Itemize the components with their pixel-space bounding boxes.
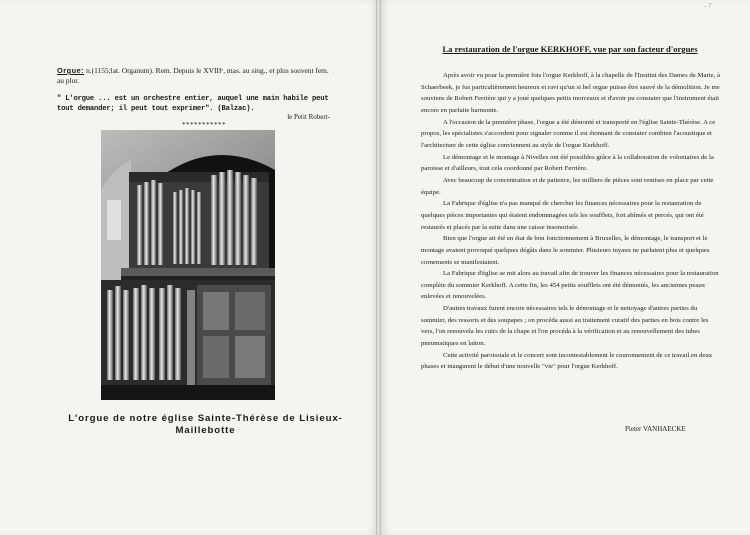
organ-photo (101, 130, 275, 400)
quote-source: le Petit Robert- (287, 113, 330, 121)
article-body (421, 70, 721, 373)
paragraph: A l'occasion de la première phase, l'orgue a été démonté et transporté en l'église Sainte-Thérèse. A ce propos, les spécialistes s'accordent pour signaler comme il est étonnant de constater combien l'acoustique et l'architecture de cette église conviennent au style de l'orgue Kerkhoff. (421, 118, 716, 149)
balzac-quote: " L'orgue ... est un orchestre entier, auquel une main habile peut tout demander; il peut tout exprimer". (Balzac). (57, 95, 329, 113)
separator-stars: *********** (182, 121, 226, 129)
page-corner-mark: - 7 (704, 2, 712, 10)
definition-word: Orgue: (57, 66, 85, 75)
paragraph: La Fabrique d'église se mit alors au travail afin de trouver les finances nécessaires pour la restauration complète du sommier Kerkhoff. A cette fin, les 454 petits soufflets ont été démontés, les anciennes peaux enlevées et renouvelées. (421, 270, 719, 301)
definition-text: n.(1155;lat. Organum). Rem. Depuis le XVIIIᵉ, mas. au sing., et plus souvent fem. au plur. (57, 66, 329, 85)
paragraph: Le démontage et le montage à Nivelles ont été possibles grâce à la collaboration de volontaires de la paroisse et d'ailleurs, tout cela coordonné par Robert Ferrière. (421, 153, 714, 173)
paragraph: Cette activité paroissiale et le concert sont incontestablement le couronnement de ce travail en deux phases et inaugurent le début d'une nouvelle "vie" pour l'orgue Kerkhoff. (421, 351, 713, 371)
book-gutter (376, 0, 381, 535)
lower-pipes (107, 285, 181, 380)
paragraph: La Fabrique d'église n'a pas manqué de chercher les finances nécessaires pour la restauration de quelques pièces importantes qui étaient endommagées tels les soufflets, fort abîmés et percés, qui ont été restaurés et placés par la suite dans une caisse insonorisée. (421, 200, 704, 231)
article-title: La restauration de l'orgue KERKHOFF, vue par son facteur d'orgues (442, 44, 698, 54)
paragraph: Avec beaucoup de concentration et de patience, les milliers de pièces sont remises en place par cette équipe. (421, 176, 714, 196)
dictionary-definition (57, 66, 337, 86)
paragraph: Après avoir vu pour la première fois l'orgue Kerkhoff, à la chapelle de l'Institut des Dames de Marie, à Schaerbeek, je fus particulièrement heureux et ravi qu'un si bel orgue puisse être sauvé de la démolition. Je me souviens de Robert Ferrière qui y a joué quelques petits morceaux et d'avoir pu constater que l'instrument était encore en parfaite harmonie. (421, 72, 720, 114)
paragraph: Bien que l'orgue ait été en état de bon fonctionnement à Bruxelles, le démontage, le transport et le montage avaient provoqué quelques dégâts dans le sommier. Plusieurs tuyaux ne parlaient plus et quelques cornements se manifestaient. (421, 235, 710, 266)
photo-caption: L'orgue de notre église Sainte-Thérèse de Lisieux-Maillebotte (68, 413, 343, 436)
author-signature: Pieter VANHAECKE (625, 425, 686, 433)
paragraph: D'autres travaux furent encore nécessaires tels le démontage et le nettoyage d'autres parties du sommier, des ressorts et des soupapes ; on procéda aussi au traitement curatif des parties en bois contre les vers, l'on renouvela les cuirs de la chape et l'on procéda à la vérification et au renouvellement des tubes pneumatiques en laiton. (421, 305, 709, 348)
